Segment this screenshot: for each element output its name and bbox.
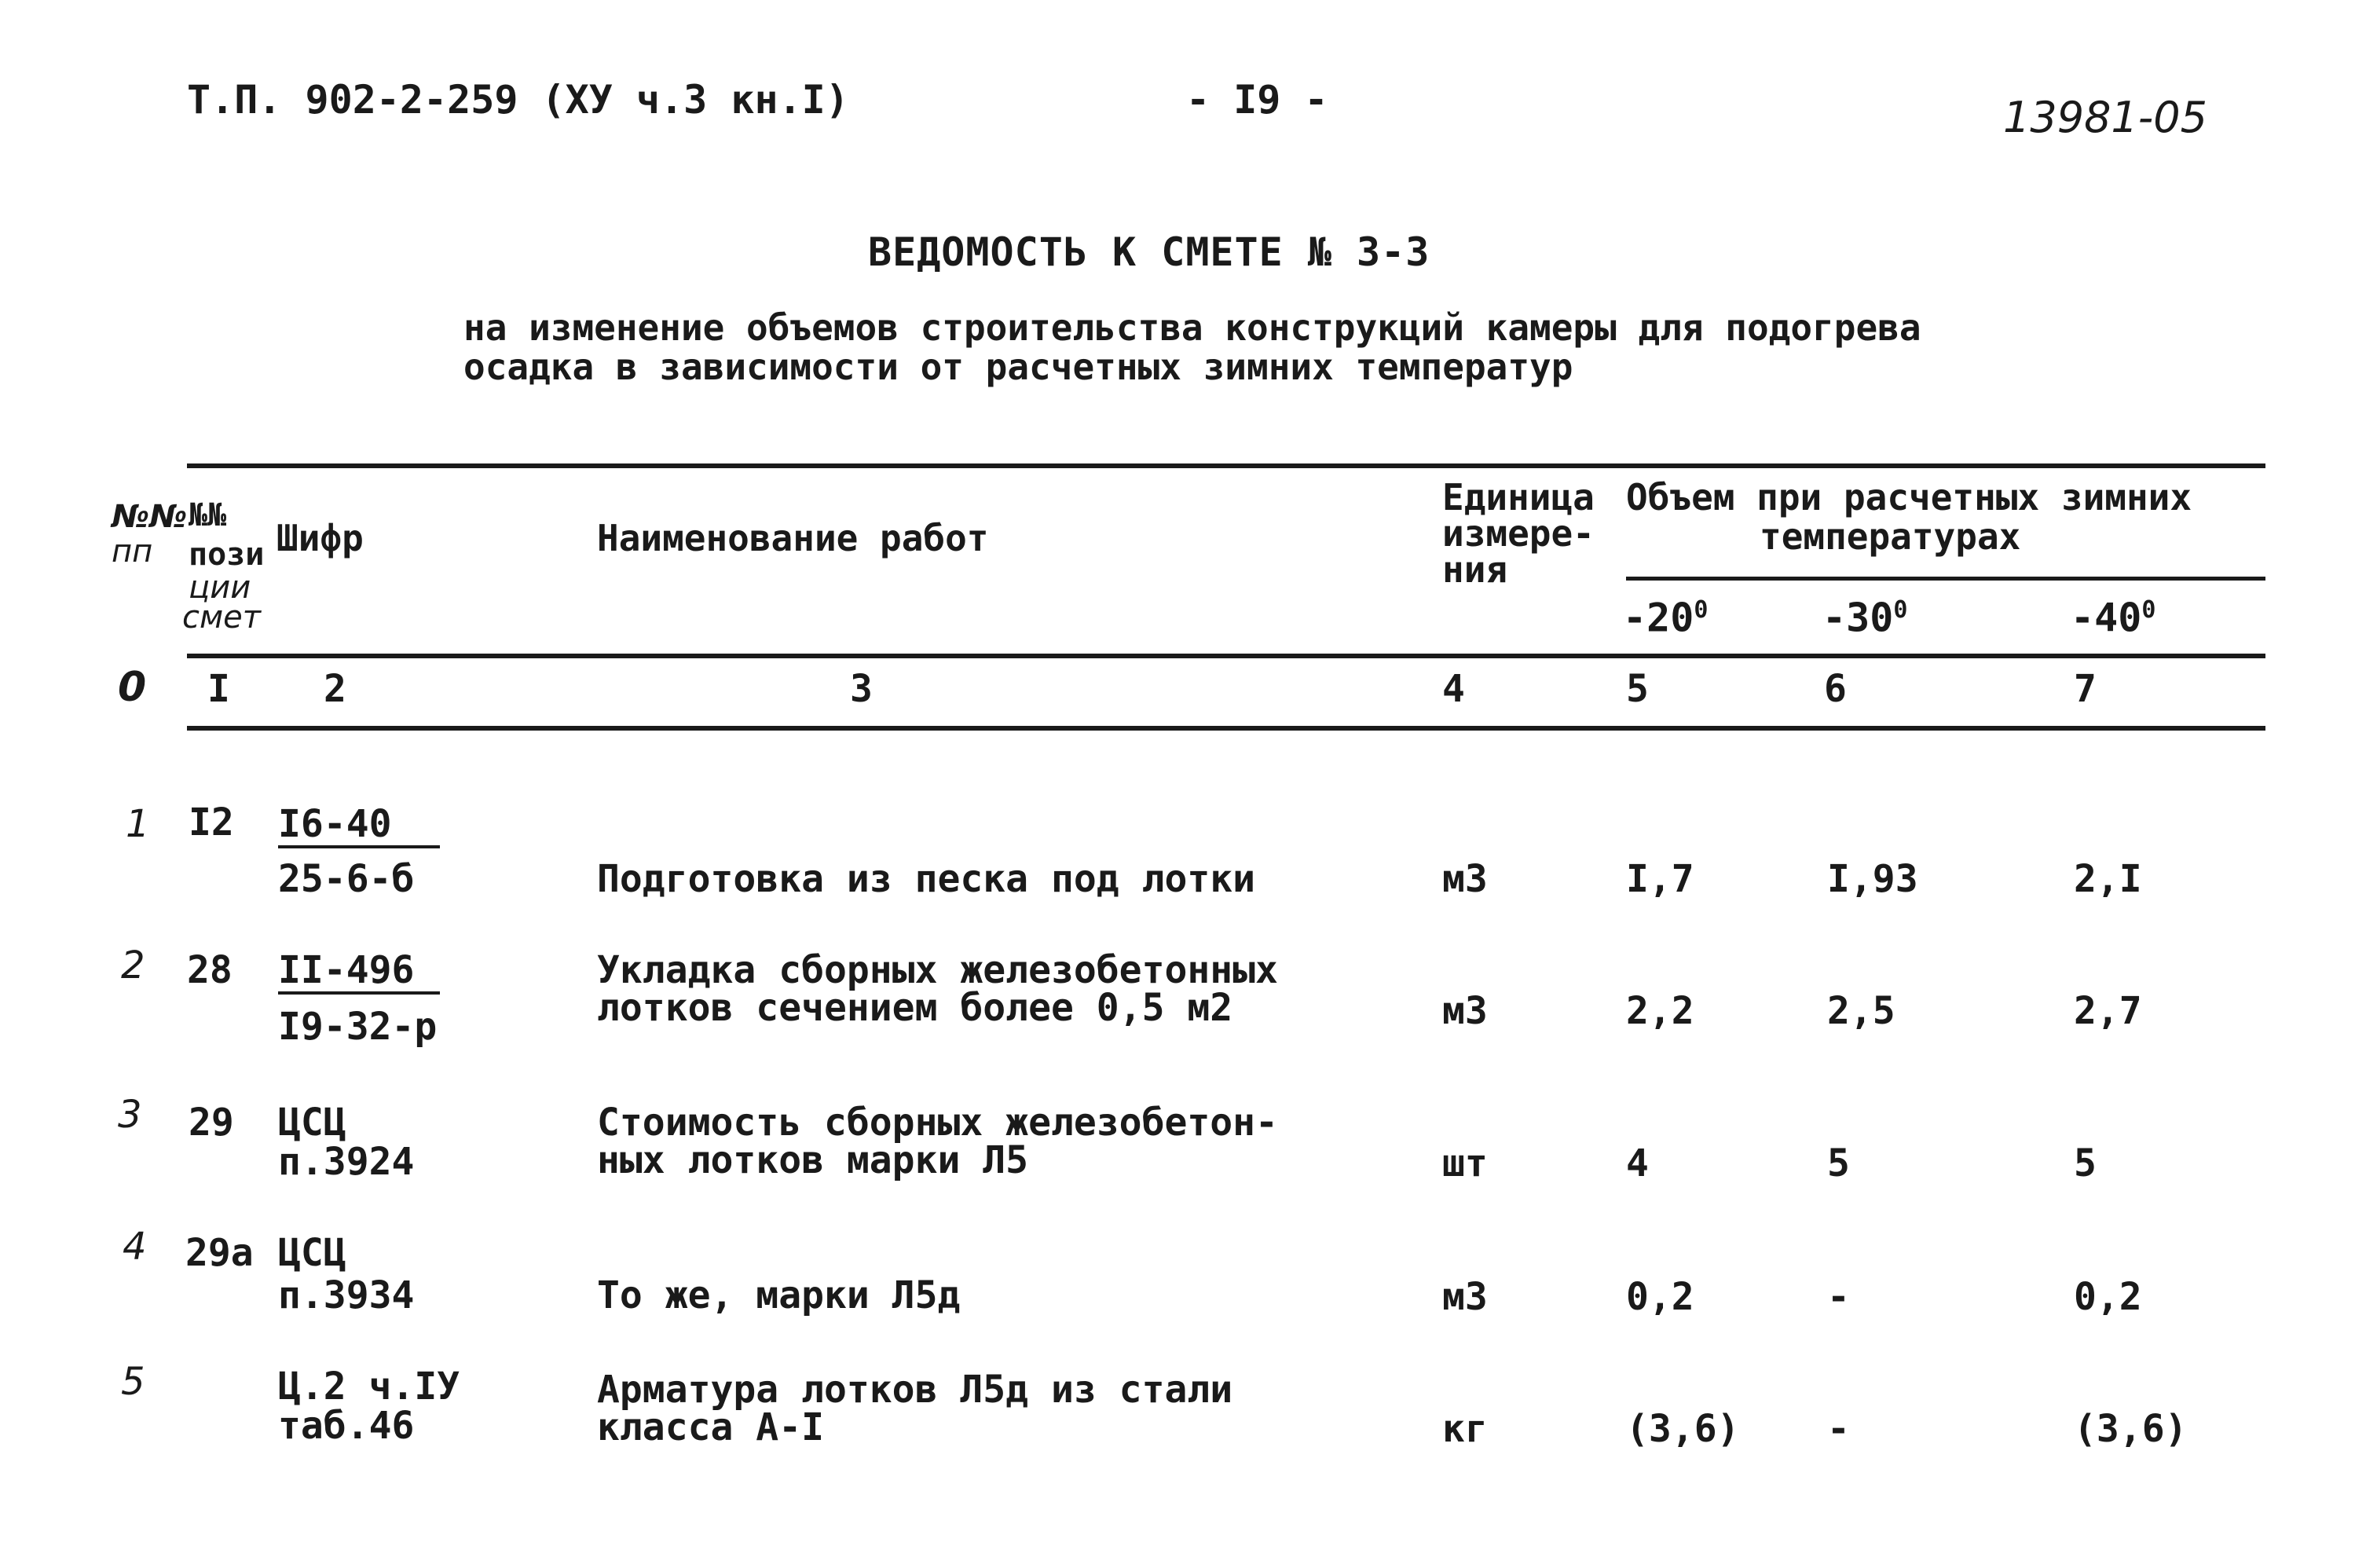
row-2-code-line2: I9-32-р	[278, 1005, 438, 1049]
row-4-volume-40: 0,2	[2074, 1275, 2142, 1319]
row-1-unit: м3	[1442, 857, 1488, 901]
header-code: Шифр	[277, 517, 364, 559]
index-col-1: I	[207, 667, 230, 711]
header-num-line2: пп	[112, 533, 153, 570]
header-pos-line2: пози	[189, 537, 265, 573]
index-col-5: 5	[1626, 667, 1649, 711]
header-name: Наименование работ	[597, 517, 989, 559]
row-5-name-line2: класса А-I	[597, 1405, 824, 1449]
row-4-code-line1: ЦСЦ	[278, 1231, 346, 1275]
header-unit-line1: Единица	[1442, 476, 1595, 518]
header-unit-line2: измере-	[1442, 512, 1595, 555]
row-4-volume-30: -	[1827, 1275, 1850, 1319]
row-4-pos: 29а	[185, 1231, 254, 1275]
row-5-volume-40: (3,6)	[2074, 1407, 2188, 1451]
row-3-name-line2: ных лотков марки Л5	[597, 1138, 1029, 1182]
index-col-6: 6	[1824, 667, 1847, 711]
row-2-volume-20: 2,2	[1626, 989, 1694, 1033]
row-1-name-line2: Подготовка из песка под лотки	[597, 857, 1256, 901]
table-top-rule	[187, 463, 2265, 468]
row-5-num: 5	[121, 1360, 145, 1404]
index-bottom-rule	[187, 726, 2265, 731]
subtitle-line-2: осадка в зависимости от расчетных зимних температур	[463, 346, 1573, 388]
row-4-name-line2: То же, марки Л5д	[597, 1273, 961, 1317]
row-4-volume-20: 0,2	[1626, 1275, 1694, 1319]
row-2-volume-40: 2,7	[2074, 989, 2142, 1033]
row-2-num: 2	[121, 943, 145, 987]
index-col-3: 3	[850, 667, 873, 711]
row-3-name-line1: Стоимость сборных железобетон-	[597, 1101, 1278, 1145]
row-5-volume-30: -	[1827, 1407, 1850, 1451]
row-3-volume-40: 5	[2074, 1141, 2097, 1185]
index-col-0: 0	[118, 664, 147, 711]
header-pos-line3: ции	[189, 570, 251, 606]
row-5-code-line2: таб.46	[278, 1404, 415, 1448]
header-temp-minus-40: $-40^0$	[2071, 595, 2156, 641]
index-col-2: 2	[324, 667, 346, 711]
header-volume-line2: температурах	[1760, 515, 2021, 558]
row-1-volume-30: I,93	[1827, 857, 1918, 901]
index-col-4: 4	[1442, 667, 1465, 711]
row-2-unit: м3	[1442, 989, 1488, 1033]
row-4-code-line2: п.3934	[278, 1273, 415, 1317]
volume-header-rule	[1626, 577, 2265, 581]
row-1-volume-40: 2,I	[2074, 857, 2142, 901]
document-title: ВЕДОМОСТЬ К СМЕТЕ № 3-3	[868, 229, 1430, 275]
header-unit-line3: ния	[1442, 548, 1508, 591]
subtitle-line-1: на изменение объемов строительства конструкций камеры для подогрева	[463, 306, 1921, 349]
header-volume-line1: Объем при расчетных зимних	[1626, 476, 2192, 518]
row-2-name-line2: лотков сечением более 0,5 м2	[597, 986, 1233, 1030]
row-3-volume-30: 5	[1827, 1141, 1850, 1185]
row-3-volume-20: 4	[1626, 1141, 1649, 1185]
row-1-code-line2: 25-6-б	[278, 857, 415, 901]
row-1-volume-20: I,7	[1626, 857, 1694, 901]
archive-number: 13981-05	[2003, 93, 2207, 142]
header-temp-minus-30: $-30^0$	[1822, 595, 1908, 641]
index-col-7: 7	[2074, 667, 2097, 711]
row-5-code-line1: Ц.2 ч.IУ	[278, 1365, 460, 1409]
document-reference: Т.П. 902-2-259 (ХУ ч.3 кн.I)	[187, 77, 849, 123]
row-3-code-line2: п.3924	[278, 1140, 415, 1184]
row-1-num: 1	[126, 802, 150, 846]
row-2-code-line1: II-496	[278, 951, 440, 995]
row-2-pos: 28	[187, 948, 233, 992]
header-bottom-rule	[187, 654, 2265, 658]
row-1-code-line1: I6-40	[278, 804, 440, 848]
row-2-volume-30: 2,5	[1827, 989, 1895, 1033]
page-number: - I9 -	[1186, 77, 1328, 123]
row-4-unit: м3	[1442, 1275, 1488, 1319]
row-5-volume-20: (3,6)	[1626, 1407, 1740, 1451]
row-3-num: 3	[118, 1093, 142, 1137]
row-3-code-line1: ЦСЦ	[278, 1101, 346, 1145]
header-pos-line1: №№	[189, 497, 227, 533]
row-5-unit: кг	[1442, 1407, 1488, 1451]
row-4-num: 4	[123, 1225, 147, 1269]
header-pos-line4: смет	[182, 599, 262, 636]
header-temp-minus-20: $-20^0$	[1623, 595, 1709, 641]
row-1-pos: I2	[189, 800, 234, 844]
header-num-line1: №№	[112, 499, 188, 535]
row-5-name-line1: Арматура лотков Л5д из стали	[597, 1368, 1233, 1412]
row-2-name-line1: Укладка сборных железобетонных	[597, 948, 1278, 992]
row-3-unit: шт	[1442, 1141, 1488, 1185]
row-3-pos: 29	[189, 1101, 234, 1145]
